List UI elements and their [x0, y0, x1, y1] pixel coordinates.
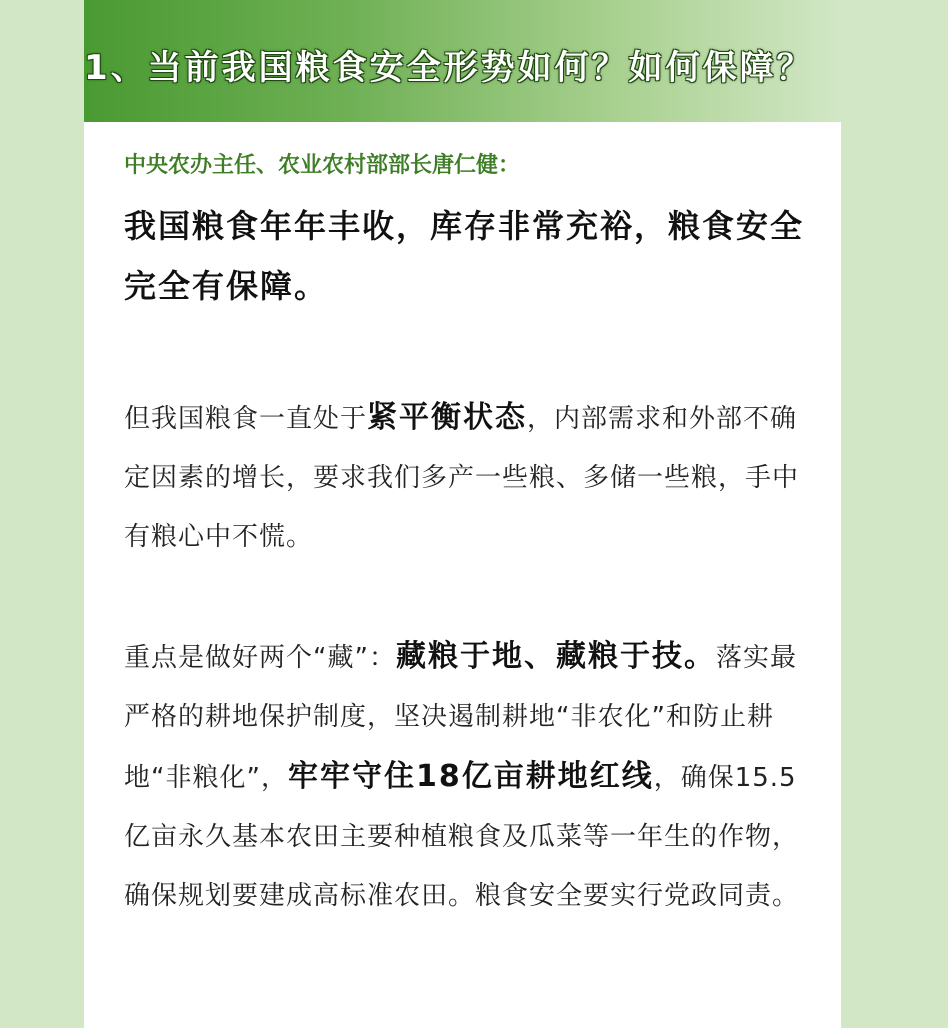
paragraph-text: 落实最严格的耕地保护制度，坚决遏制耕地“非农化”和防止耕地“非粮化”， — [124, 643, 797, 793]
emphasis-text: 藏粮于地、藏粮于技。 — [395, 639, 716, 674]
paragraph-measures — [124, 627, 814, 926]
paragraph-balance — [124, 388, 814, 567]
article-content — [124, 148, 814, 926]
section-header — [84, 0, 841, 122]
speaker-name: 中央农办主任、农业农村部部长唐仁健： — [124, 153, 521, 178]
paragraph-text: ，内部需求和外部不确定因素的增长，要求我们多产一些粮、多储一些粮，手中有粮心中不慌。 — [124, 404, 800, 552]
paragraph-text: 重点是做好两个“藏”： — [124, 643, 396, 673]
paragraph-text: ，确保15.5亿亩永久基本农田主要种植粮食及瓜菜等一年生的作物，确保规划要建成高标准农田。粮食安全要实行党政同责。 — [124, 763, 800, 911]
headline-quote: 我国粮食年年丰收，库存非常充裕，粮食安全完全有保障。 — [124, 207, 805, 305]
emphasis-text: 紧平衡状态 — [367, 400, 528, 435]
emphasis-text: 牢牢守住18亿亩耕地红线 — [287, 759, 654, 794]
section-title: 1、当前我国粮食安全形势如何？如何保障？ — [84, 48, 814, 88]
paragraph-text: 但我国粮食一直处于 — [124, 404, 368, 434]
